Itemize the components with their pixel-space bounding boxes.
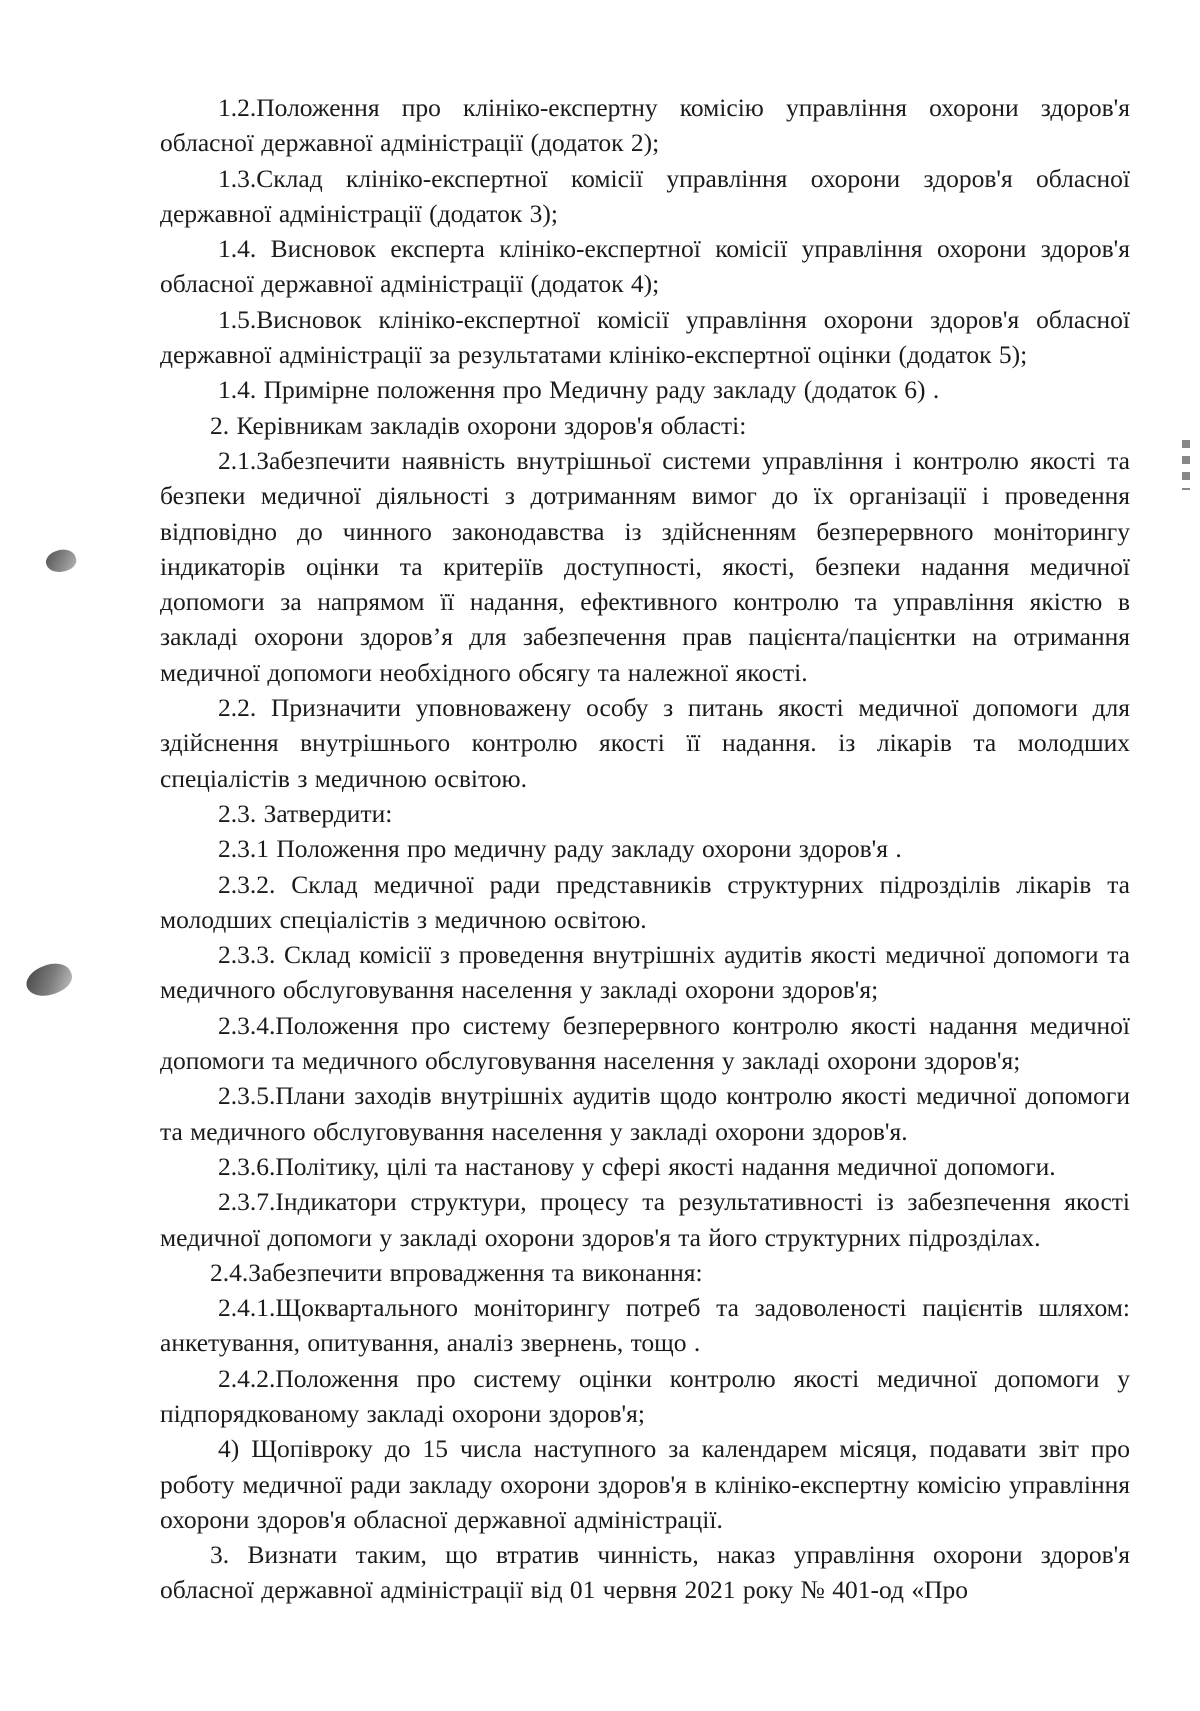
paragraph-2-4-1: 2.4.1.Щоквартального моніторингу потреб та задоволеності пацієнтів шляхом: анкетування, опитування, аналіз звернень, тощо .	[160, 1293, 1130, 1358]
paragraph-1-5: 1.5.Висновок клініко-експертної комісії управління охорони здоров'я обласної державної адміністрації за результатами клініко-експертної оцінки (додаток 5);	[160, 304, 1130, 370]
paragraph-4: 4) Щопівроку до 15 числа наступного за календарем місяця, подавати звіт про роботу медичної ради закладу охорони здоров'я в клініко-експертну комісію управління охорони здоров'я обласної державної адміністрації.	[160, 1434, 1130, 1534]
paragraph-2-4: 2.4.Забезпечити впровадження та виконання:	[210, 1257, 703, 1287]
paragraph-2-3-4: 2.3.4.Положення про систему безперервного контролю якості надання медичної допомоги та медичного обслуговування населення у закладі охорони здоров'я;	[160, 1010, 1130, 1076]
paragraph-2-3-6: 2.3.6.Політику, цілі та настанову у сфері якості надання медичної допомоги.	[218, 1151, 1056, 1181]
paragraph-2-3-2: 2.3.2. Склад медичної ради представників структурних підрозділів лікарів та молодших спеціалістів з медичною освітою.	[160, 869, 1130, 934]
paragraph-3: 3. Визнати таким, що втратив чинність, наказ управління охорони здоров'я обласної державної адміністрації від 01 червня 2021 року № 401-од «Про	[160, 1540, 1130, 1605]
paragraph-2-3-5: 2.3.5.Плани заходів внутрішніх аудитів щодо контролю якості медичної допомоги та медичного обслуговування населення у закладі охорони здоров'я.	[160, 1081, 1130, 1146]
paragraph-2-1: 2.1.Забезпечити наявність внутрішньої системи управління і контролю якості та безпеки медичної діяльності з дотриманням вимог до їх організації і проведення відповідно до чинного законодавства із здійсненням безперервного моніторингу індикаторів оцінки та критеріїв доступності, якості, безпеки надання медичної допомоги за напрямом її надання, ефективного контролю та управління якістю в закладі охорони здоров’я для забезпечення прав пацієнта/пацієнтки на отримання медичної допомоги необхідного обсягу та належної якості.	[160, 445, 1130, 687]
paragraph-2: 2. Керівникам закладів охорони здоров'я області:	[210, 410, 747, 440]
paragraph-2-3: 2.3. Затвердити:	[218, 798, 393, 828]
paragraph-2-3-1: 2.3.1 Положення про медичну раду закладу охорони здоров'я .	[218, 834, 902, 864]
paragraph-2-3-3: 2.3.3. Склад комісії з проведення внутрішніх аудитів якості медичної допомоги та медичного обслуговування населення у закладі охорони здоров'я;	[160, 940, 1130, 1005]
paragraph-1-2: 1.2.Положення про клініко-експертну комісію управління охорони здоров'я обласної державної адміністрації (додаток 2);	[160, 93, 1130, 158]
document-page	[160, 90, 1130, 1608]
paragraph-2-3-7: 2.3.7.Індикатори структури, процесу та результативності із забезпечення якості медичної допомоги у закладі охорони здоров'я та його структурних підрозділах.	[160, 1187, 1130, 1252]
paragraph-2-4-2: 2.4.2.Положення про систему оцінки контролю якості медичної допомоги у підпорядкованому закладі охорони здоров'я;	[160, 1363, 1130, 1428]
scan-mark	[43, 546, 79, 577]
paragraph-2-2: 2.2. Призначити уповноважену особу з питань якості медичної допомоги для здійснення внутрішнього контролю якості її надання. із лікарів та молодших спеціалістів з медичною освітою.	[160, 693, 1130, 793]
scan-edge-mark	[1182, 440, 1190, 490]
scan-mark	[22, 957, 76, 1004]
paragraph-1-3: 1.3.Склад клініко-експертної комісії управління охорони здоров'я обласної державної адміністрації (додаток 3);	[160, 163, 1130, 228]
paragraph-1-4: 1.4. Висновок експерта клініко-експертної комісії управління охорони здоров'я обласної державної адміністрації (додаток 4);	[160, 234, 1130, 299]
paragraph-1-4-b: 1.4. Примірне положення про Медичну раду закладу (додаток 6) .	[218, 375, 940, 405]
